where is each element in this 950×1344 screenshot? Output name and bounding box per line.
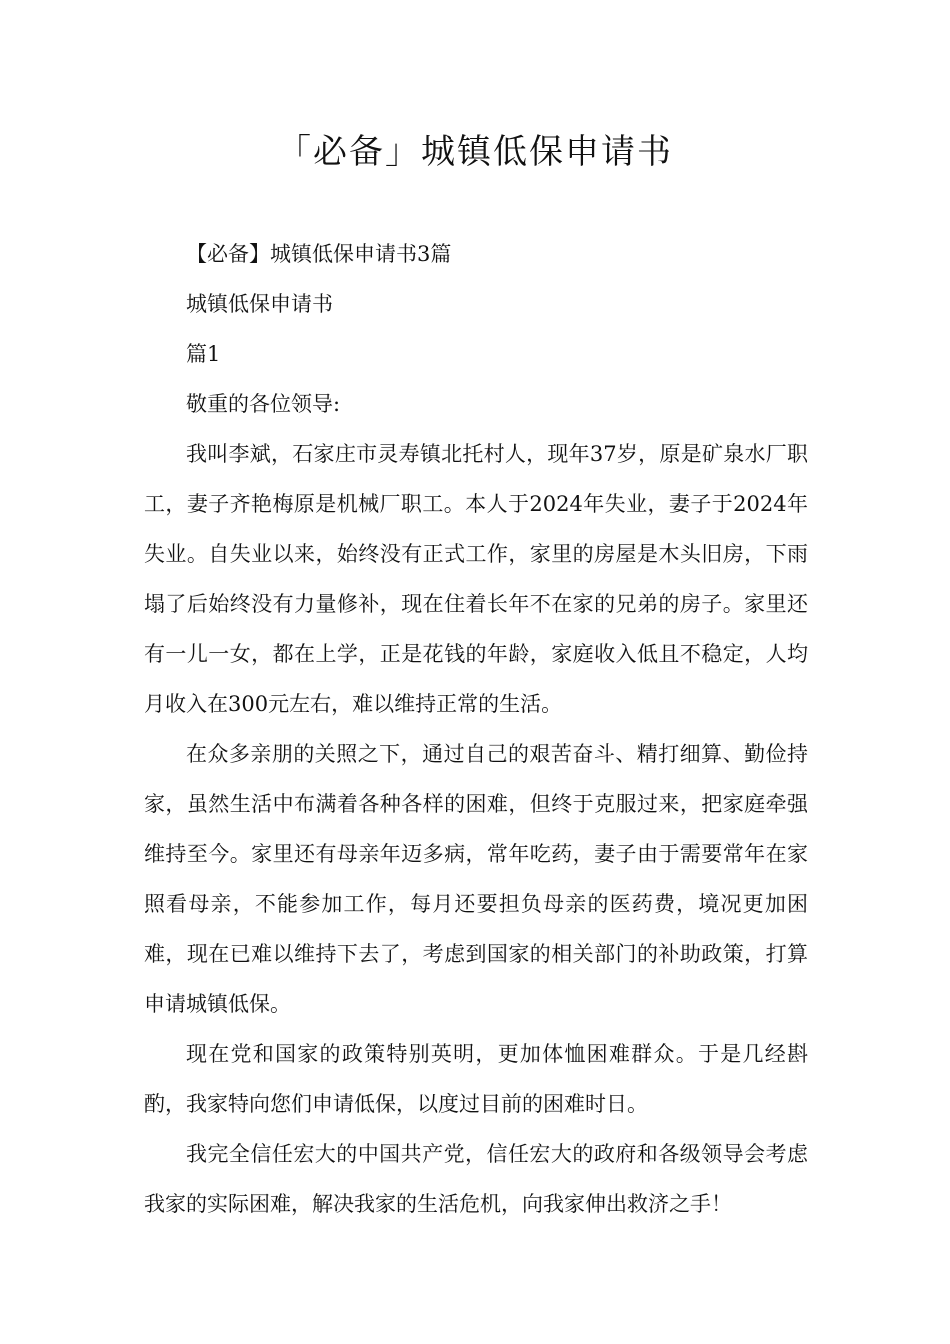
body-paragraph: 我叫李斌，石家庄市灵寿镇北托村人，现年37岁，原是矿泉水厂职工，妻子齐艳梅原是机械厂职工。本人于2024年失业，妻子于2024年失业。自失业以来，始终没有正式工作，家里的房屋是木头旧房，下雨塌了后始终没有力量修补，现在住着长年不在家的兄弟的房子。家里还有一儿一女，都在上学，正是花钱的年龄，家庭收入低且不稳定，人均月收入在300元左右，难以维持正常的生活。 [144,442,808,716]
document-title: 「必备」城镇低保申请书 [277,132,673,172]
salutation: 敬重的各位领导: [186,392,341,416]
body-paragraph: 我完全信任宏大的中国共产党，信任宏大的政府和各级领导会考虑我家的实际困难，解决我家的生活危机，向我家伸出救济之手！ [144,1142,808,1216]
section-label: 篇1 [186,342,221,366]
letter-heading: 城镇低保申请书 [186,292,333,316]
body-paragraph: 在众多亲朋的关照之下，通过自己的艰苦奋斗、精打细算、勤俭持家，虽然生活中布满着各种各样的困难，但终于克服过来，把家庭牵强维持至今。家里还有母亲年迈多病，常年吃药，妻子由于需要常年在家照看母亲，不能参加工作，每月还要担负母亲的医药费，境况更加困难，现在已难以维持下去了，考虑到国家的相关部门的补助政策，打算申请城镇低保。 [144,742,808,1016]
body-paragraph: 现在党和国家的政策特别英明，更加体恤困难群众。于是几经斟酌，我家特向您们申请低保，以度过目前的困难时日。 [144,1042,808,1116]
document-subtitle: 【必备】城镇低保申请书3篇 [186,242,452,266]
document-body [144,229,808,1229]
